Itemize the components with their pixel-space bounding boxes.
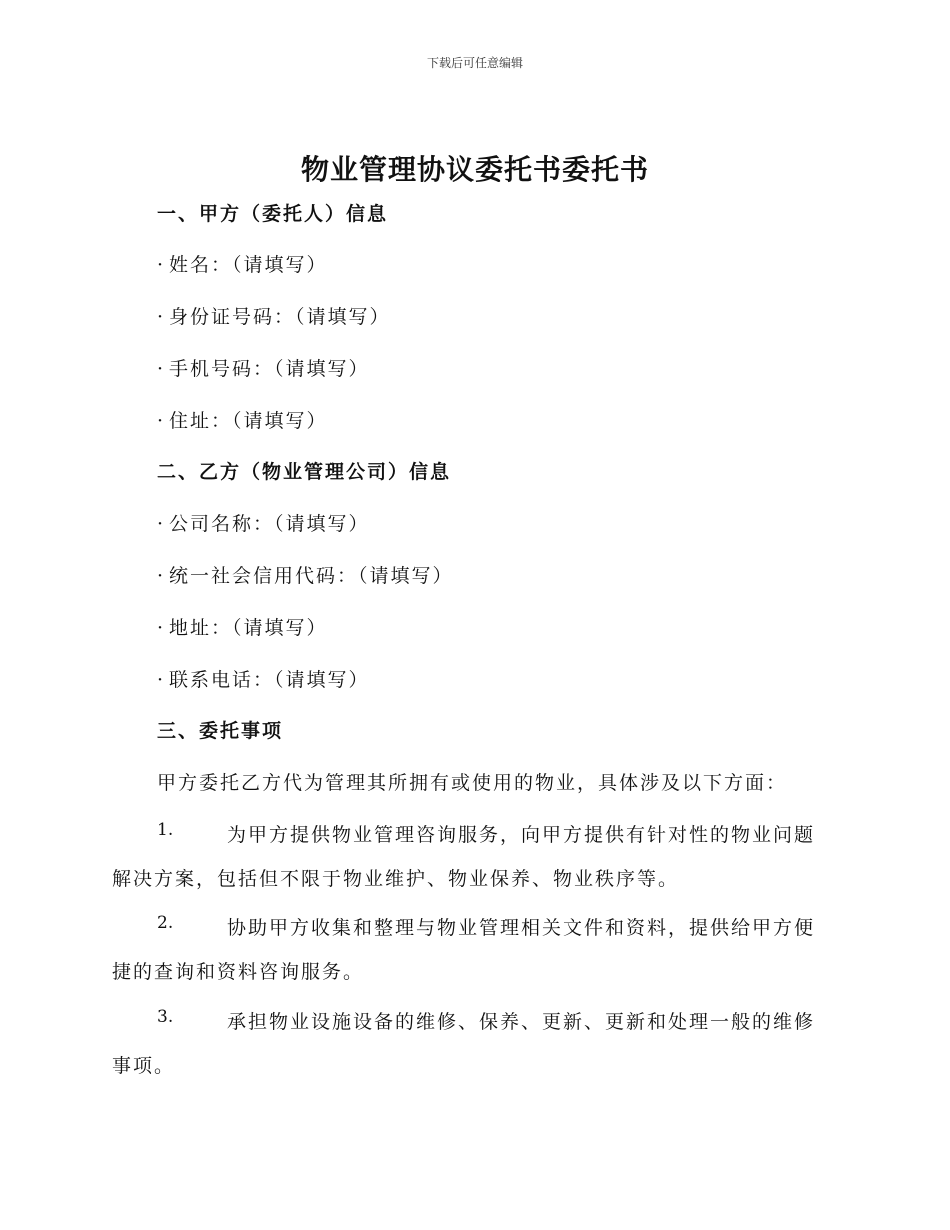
item-number: 2. [157,913,174,933]
field-name: 姓名：（请填写） [169,254,328,276]
item-text-line: 为甲方提供物业管理咨询服务，向甲方提供有针对性的物业问题 [227,824,816,846]
document-title: 物业管理协议委托书委托书 [300,153,649,186]
bullet-dot: · [157,306,166,328]
bullet-item [157,509,370,536]
section-intro: 甲方委托乙方代为管理其所拥有或使用的物业，具体涉及以下方面： [157,772,788,794]
bullet-item [157,302,391,329]
bullet-dot: · [157,565,166,587]
bullet-dot: · [157,254,166,276]
item-number: 3. [157,1007,174,1027]
bullet-item [157,613,328,640]
bullet-item [157,354,370,381]
header-note: 下载后可任意编辑 [426,56,523,70]
bullet-item [157,561,454,588]
item-text-line: 捷的查询和资料咨询服务。 [112,961,365,983]
field-company-address: 地址：（请填写） [169,617,328,639]
bullet-item [157,665,370,692]
item-text-line: 协助甲方收集和整理与物业管理相关文件和资料，提供给甲方便 [227,917,816,939]
bullet-dot: · [157,617,166,639]
field-id-number: 身份证号码：（请填写） [169,306,391,328]
bullet-item [157,406,328,433]
bullet-dot: · [157,513,166,535]
bullet-dot: · [157,669,166,691]
item-number: 1. [157,820,174,840]
bullet-dot: · [157,410,166,432]
item-text-line: 承担物业设施设备的维修、保养、更新、更新和处理一般的维修 [227,1011,816,1033]
item-text-line: 解决方案，包括但不限于物业维护、物业保养、物业秩序等。 [112,868,680,890]
field-phone: 手机号码：（请填写） [169,358,370,380]
field-contact-phone: 联系电话：（请填写） [169,669,370,691]
section-heading-entrusted-matters: 三、委托事项 [157,720,284,742]
bullet-item [157,250,328,277]
item-text-line: 事项。 [112,1055,176,1077]
section-heading-party-b: 二、乙方（物业管理公司）信息 [157,461,452,483]
field-company-name: 公司名称：（请填写） [169,513,370,535]
field-credit-code: 统一社会信用代码：（请填写） [169,565,454,587]
section-heading-party-a: 一、甲方（委托人）信息 [157,203,389,225]
field-address: 住址：（请填写） [169,410,328,432]
bullet-dot: · [157,358,166,380]
